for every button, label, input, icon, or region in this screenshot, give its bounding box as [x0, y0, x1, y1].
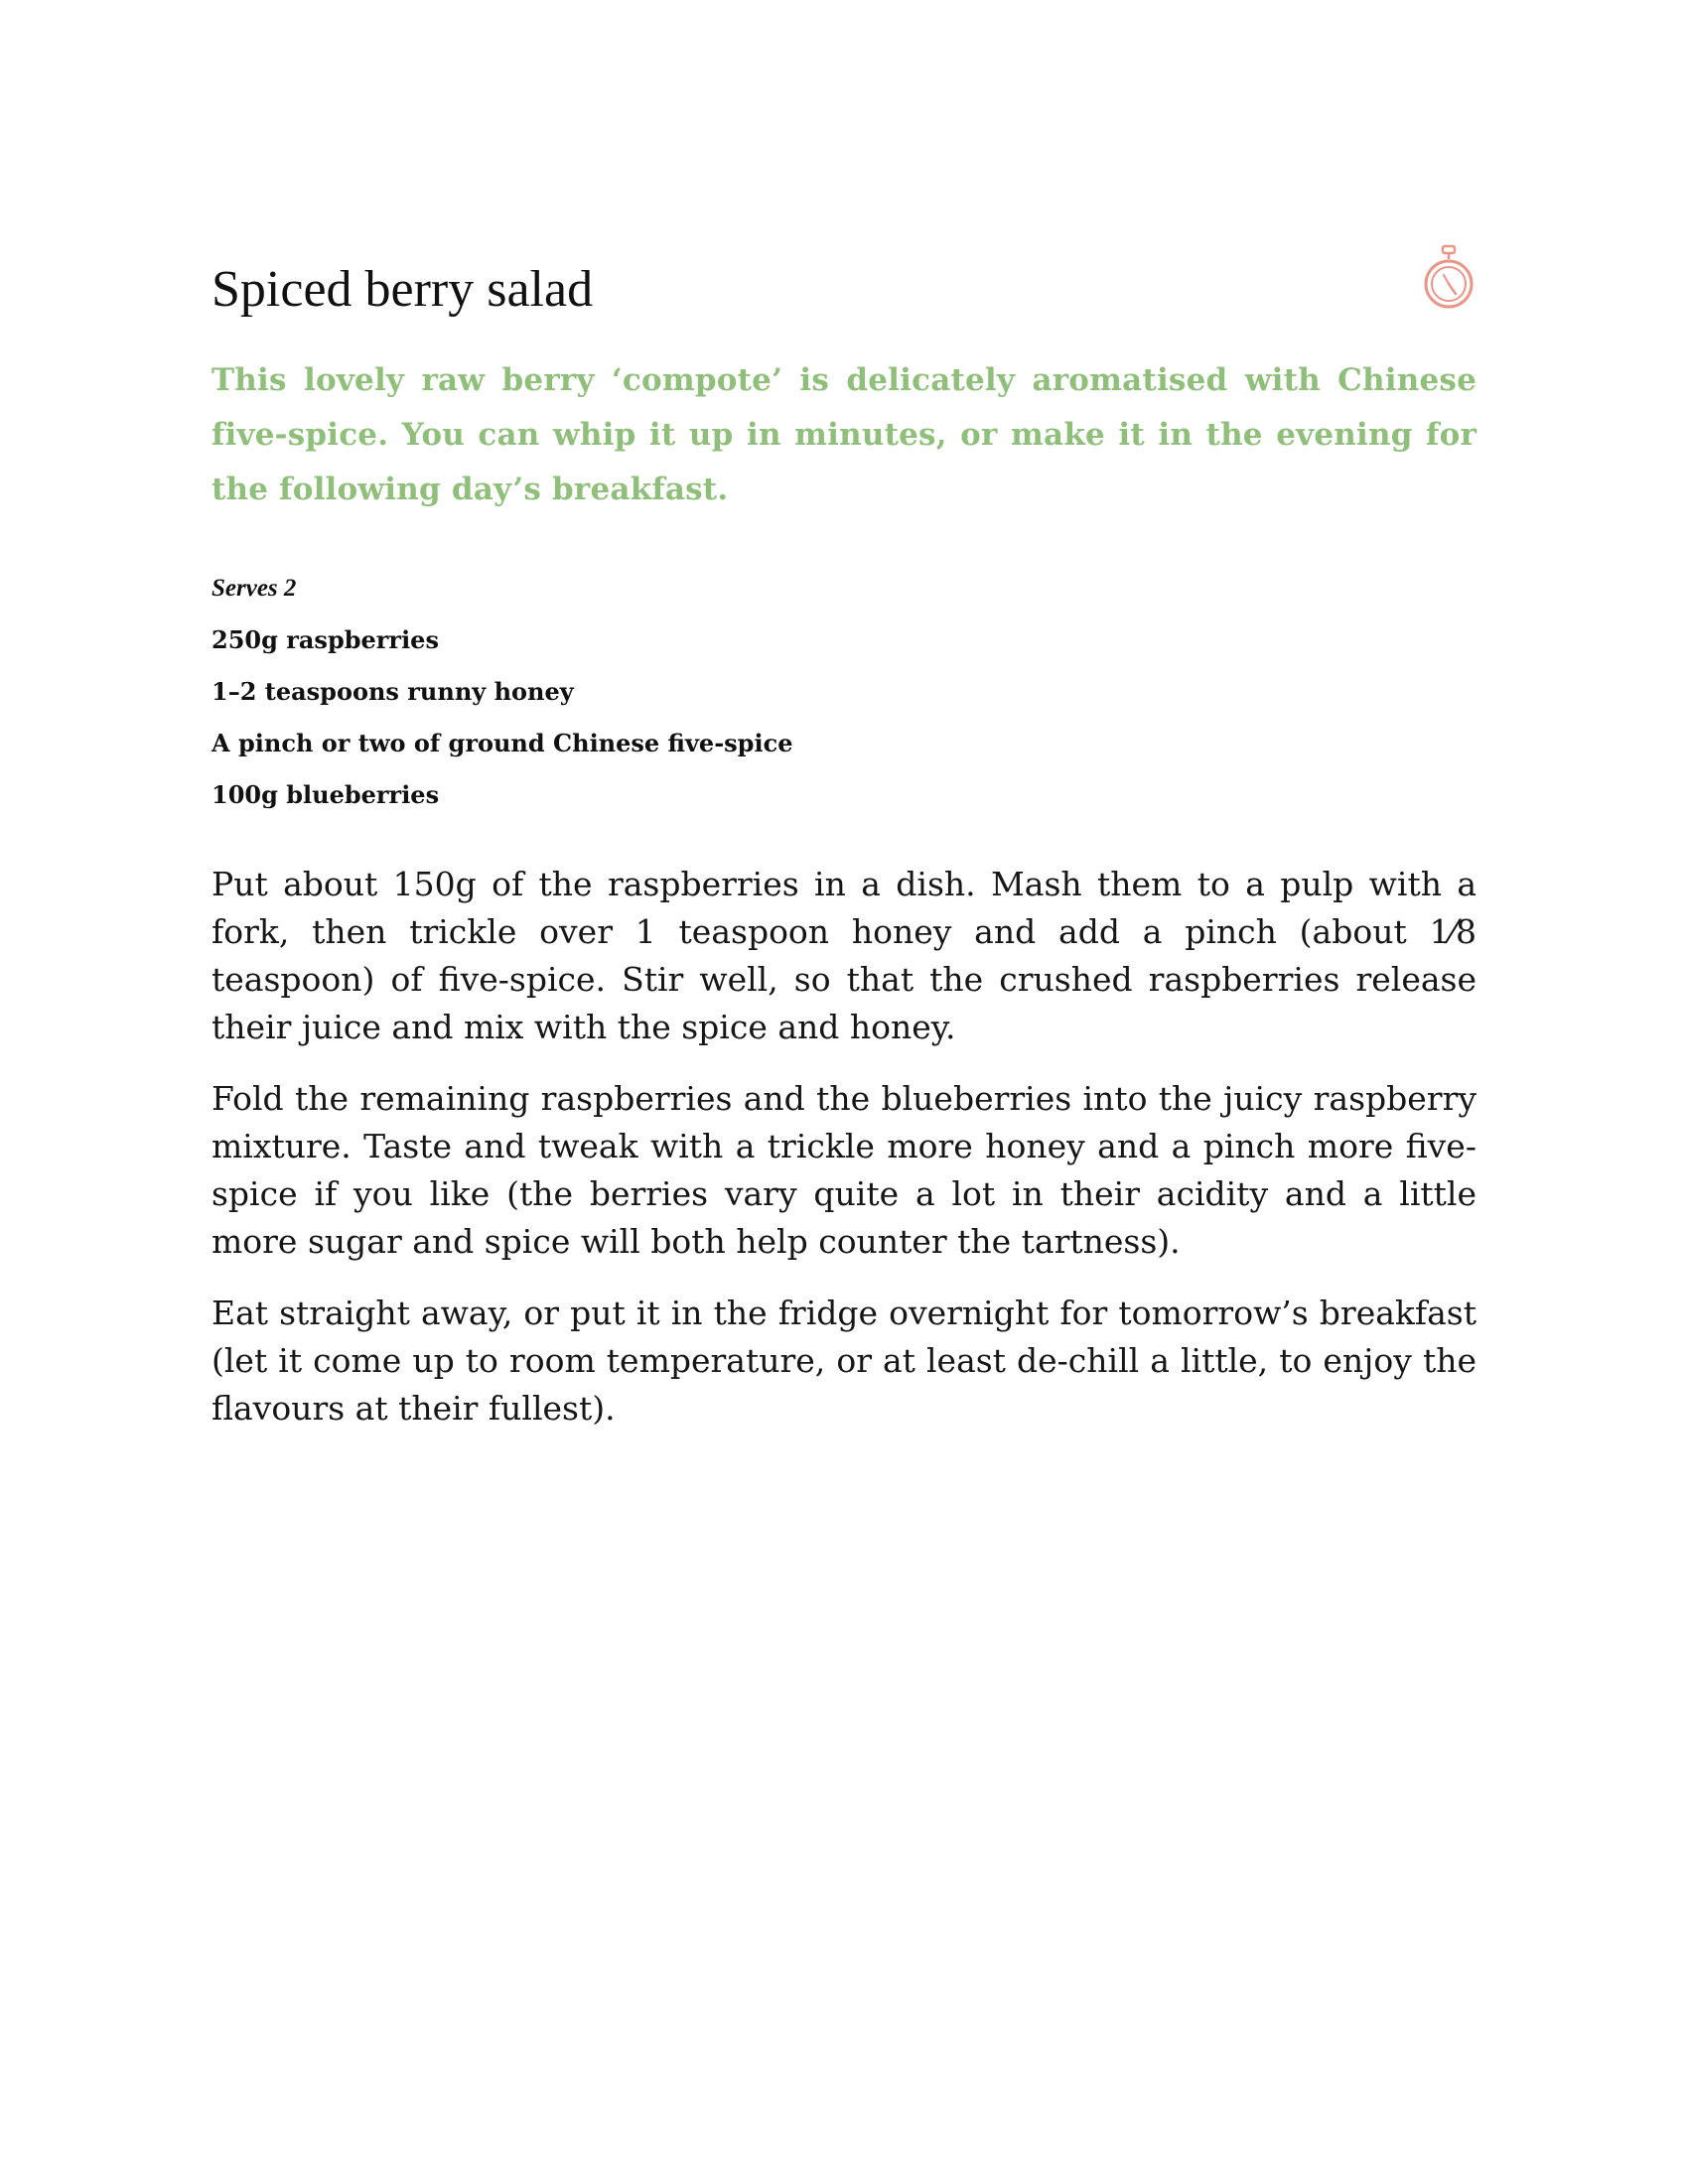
recipe-page	[211, 238, 1477, 1456]
method-section	[211, 861, 1477, 1433]
serves-label: Serves 2	[211, 575, 297, 602]
ingredients-list	[211, 563, 1477, 821]
method-step: Eat straight away, or put it in the fridge overnight for tomorrow’s breakfast (let it come up to room temperature, or at least de-chill a little, to enjoy the flavours at their fullest).	[211, 1294, 1477, 1428]
title-row	[211, 238, 1477, 328]
ingredient-item: 100g blueberries	[211, 780, 440, 809]
stopwatch-icon	[1421, 244, 1477, 314]
method-step: Put about 150g of the raspberries in a dish. Mash them to a pulp with a fork, then trickle over 1 teaspoon honey and add a pinch (about 1⁄8 teaspoon) of five-spice. Stir well, so that the crushed raspberries release their juice and mix with the spice and honey.	[211, 865, 1477, 1046]
method-step: Fold the remaining raspberries and the blueberries into the juicy raspberry mixture. Taste and tweak with a trickle more honey and a pinch more five-spice if you like (the berries vary quite a lot in their acidity and a little more sugar and spice will both help counter the tartness).	[211, 1079, 1477, 1261]
recipe-intro: This lovely raw berry ‘compote’ is delicately aromatised with Chinese five-spice. You can whip it up in minutes, or make it in the evening for the following day’s breakfast.	[211, 362, 1477, 507]
ingredient-item: 250g raspberries	[211, 625, 439, 654]
ingredient-item: A pinch or two of ground Chinese five-spice	[211, 729, 793, 757]
ingredient-item: 1–2 teaspoons runny honey	[211, 677, 574, 706]
recipe-title: Spiced berry salad	[211, 261, 594, 318]
